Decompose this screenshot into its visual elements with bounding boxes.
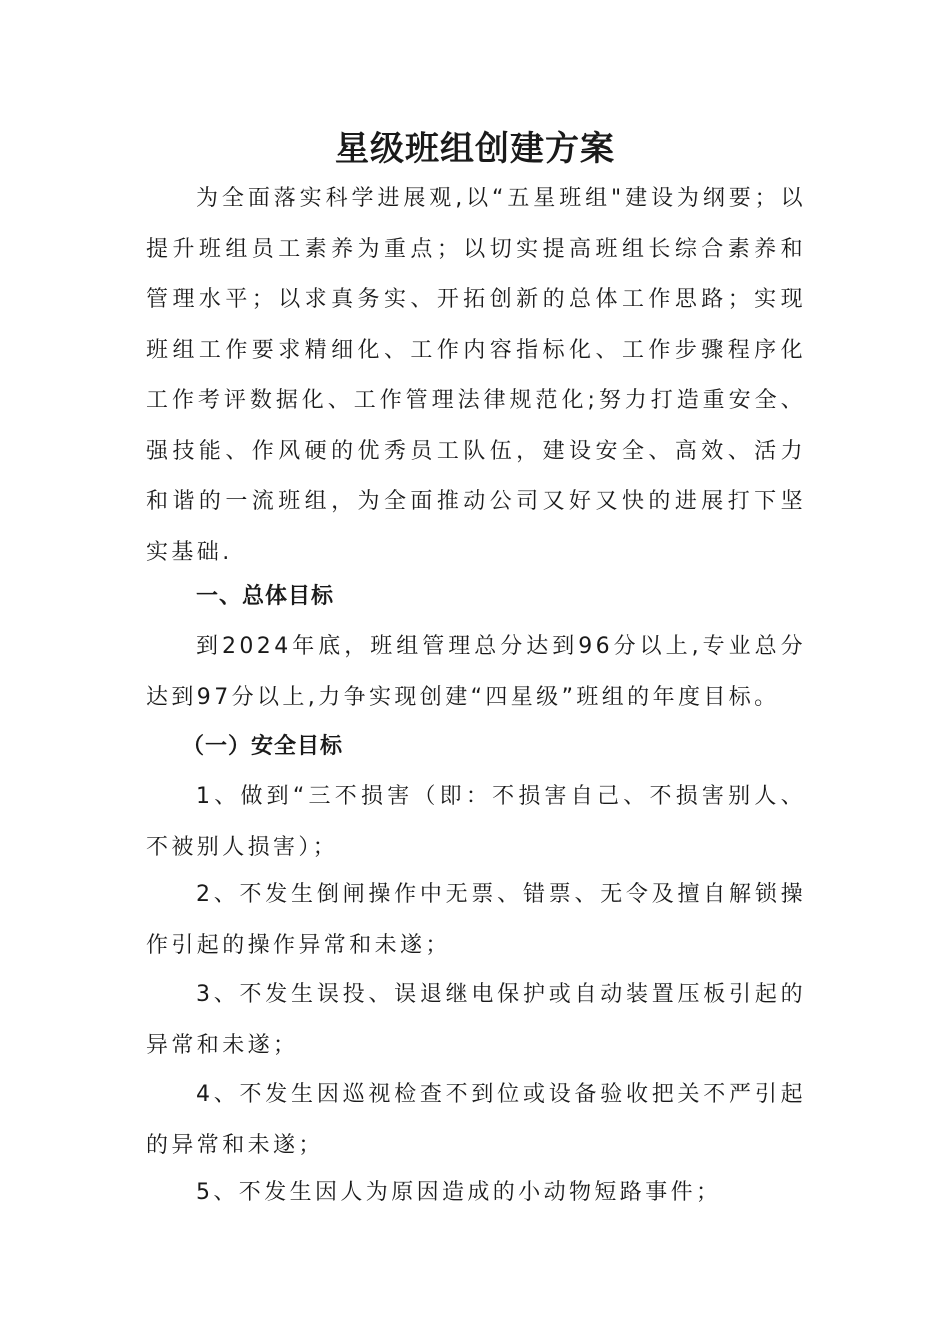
section-heading-overall-goal: 一、总体目标 [196, 584, 335, 609]
list-item: 1、做到“三不损害（即：不损害自己、不损害别人、不被别人损害）； [146, 784, 806, 860]
subsection-heading-safety-goal: （一）安全目标 [182, 734, 344, 759]
overall-goal-paragraph: 到2024年底，班组管理总分达到96分以上,专业总分达到97分以上,力争实现创建“四星级”班组的年度目标。 [146, 634, 806, 710]
intro-paragraph: 为全面落实科学进展观,以“五星班组"建设为纲要；以提升班组员工素养为重点；以切实提高班组长综合素养和管理水平；以求真务实、开拓创新的总体工作思路；实现班组工作要求精细化、工作内容指标化、工作步骤程序化工作考评数据化、工作管理法律规范化;努力打造重安全、强技能、作风硬的优秀员工队伍，建设安全、高效、活力和谐的一流班组，为全面推动公司又好又快的进展打下坚实基础. [146, 186, 806, 565]
document-title: 星级班组创建方案 [335, 129, 615, 169]
list-item: 5、不发生因人为原因造成的小动物短路事件； [196, 1180, 722, 1205]
list-item: 2、不发生倒闸操作中无票、错票、无令及擅自解锁操作引起的操作异常和未遂； [146, 882, 806, 958]
list-item: 3、不发生误投、误退继电保护或自动装置压板引起的异常和未遂； [146, 982, 806, 1058]
list-item: 4、不发生因巡视检查不到位或设备验收把关不严引起的异常和未遂； [146, 1082, 806, 1158]
